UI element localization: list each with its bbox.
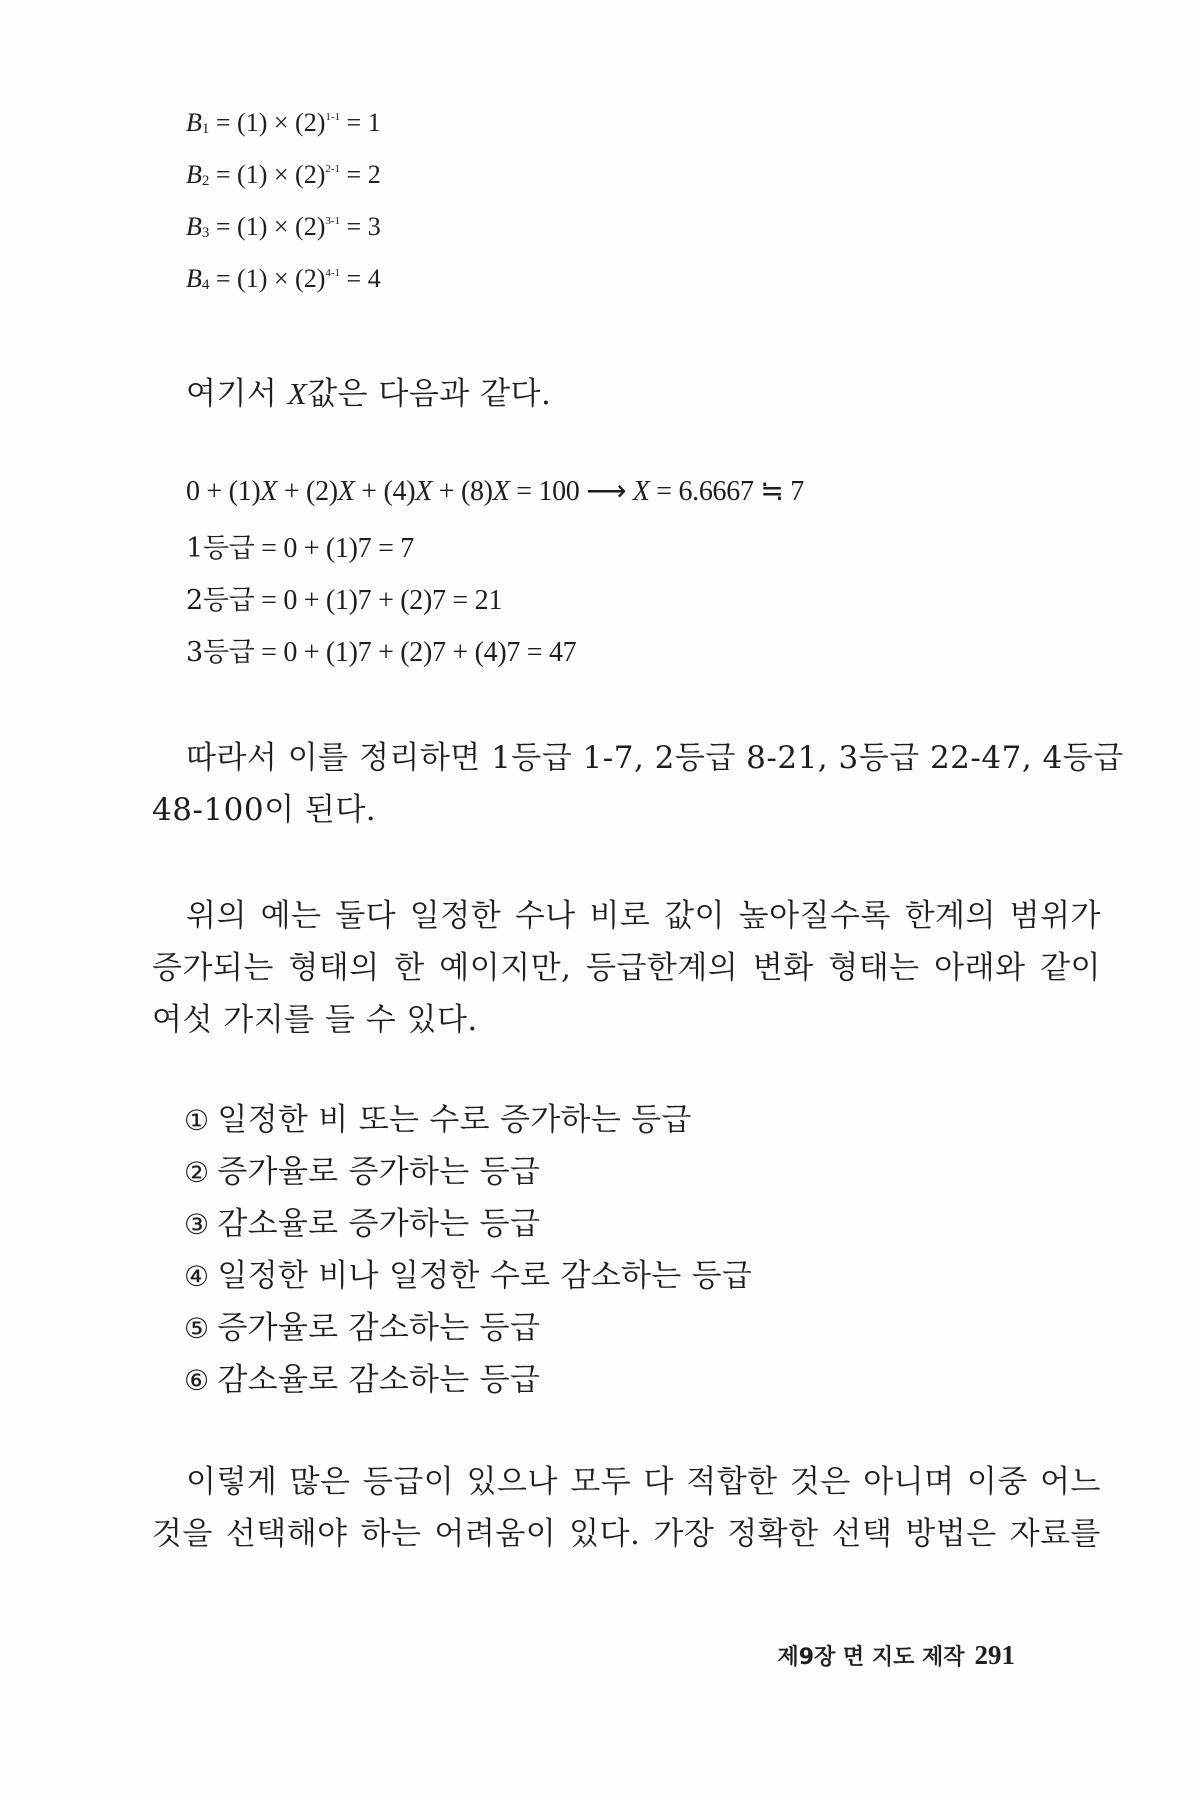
paragraph-final-line-1: 이렇게 많은 등급이 있으나 모두 다 적합한 것은 아니며 이중 어느 bbox=[186, 1464, 1101, 1500]
list-item-text: 일정한 비 또는 수로 증가하는 등급 bbox=[217, 1102, 692, 1138]
chapter-title: 제9장 면 지도 제작 bbox=[777, 1645, 965, 1670]
list-marker: ③ bbox=[184, 1208, 210, 1241]
formula-b1 bbox=[186, 108, 381, 138]
list-marker: ⑥ bbox=[184, 1364, 210, 1397]
formula-result: = 4 bbox=[340, 264, 381, 293]
list-item bbox=[184, 1094, 692, 1139]
formula-part: + (8) bbox=[432, 476, 493, 507]
formula-symbol: B bbox=[186, 160, 202, 189]
formula-part: + (2) bbox=[277, 476, 338, 507]
formula-exponent: 1-1 bbox=[325, 111, 341, 123]
paragraph-summary-line-1: 따라서 이를 정리하면 1등급 1-7, 2등급 8-21, 3등급 22-47, 4등급 bbox=[186, 740, 1124, 776]
list-marker: ① bbox=[184, 1104, 210, 1137]
grade-formula-2 bbox=[186, 578, 502, 617]
grade-formula-3 bbox=[186, 630, 576, 669]
paragraph-types-line-3: 여섯 가지를 들 수 있다. bbox=[152, 1002, 478, 1038]
list-marker: ② bbox=[184, 1156, 210, 1189]
formula-b2 bbox=[186, 160, 381, 190]
paragraph-types-line-2: 증가되는 형태의 한 예이지만, 등급한계의 변화 형태는 아래와 같이 bbox=[152, 950, 1101, 986]
grade-expression: = 0 + (1)7 + (2)7 + (4)7 = 47 bbox=[254, 637, 577, 668]
list-item bbox=[184, 1302, 540, 1347]
grade-formula-1 bbox=[186, 526, 414, 565]
formula-symbol: B bbox=[186, 264, 202, 293]
formula-result: = 2 bbox=[340, 160, 381, 189]
list-item-text: 일정한 비나 일정한 수로 감소하는 등급 bbox=[217, 1258, 753, 1294]
formula-exponent: 2-1 bbox=[325, 163, 341, 175]
grade-label: 1등급 bbox=[186, 533, 255, 564]
paragraph-types-line-1: 위의 예는 둘다 일정한 수나 비로 값이 높아질수록 한계의 범위가 bbox=[186, 898, 1101, 934]
list-marker: ④ bbox=[184, 1260, 210, 1293]
formula-body: = (1) × (2) bbox=[209, 108, 326, 137]
formula-exponent: 3-1 bbox=[325, 215, 341, 227]
grade-label: 2등급 bbox=[186, 585, 255, 616]
variable-x: X bbox=[632, 476, 650, 507]
paragraph-x-intro bbox=[186, 368, 551, 413]
formula-b3 bbox=[186, 212, 381, 242]
variable-x: X bbox=[492, 476, 510, 507]
formula-subscript: 3 bbox=[201, 225, 210, 241]
formula-body: = (1) × (2) bbox=[209, 212, 326, 241]
list-item bbox=[184, 1250, 752, 1295]
variable-x: X bbox=[260, 476, 278, 507]
formula-result: = 3 bbox=[340, 212, 381, 241]
formula-exponent: 4-1 bbox=[325, 267, 341, 279]
list-item bbox=[184, 1146, 540, 1191]
list-item-text: 감소율로 감소하는 등급 bbox=[217, 1362, 541, 1398]
paragraph-summary-line-2: 48-100이 된다. bbox=[152, 792, 377, 828]
list-item-text: 감소율로 증가하는 등급 bbox=[217, 1206, 541, 1242]
formula-subscript: 2 bbox=[201, 173, 210, 189]
formula-symbol: B bbox=[186, 108, 202, 137]
variable-x: X bbox=[337, 476, 355, 507]
formula-result: = 1 bbox=[340, 108, 381, 137]
formula-symbol: B bbox=[186, 212, 202, 241]
list-marker: ⑤ bbox=[184, 1312, 210, 1345]
variable-x: X bbox=[415, 476, 433, 507]
grade-expression: = 0 + (1)7 = 7 bbox=[254, 533, 414, 564]
text-run: 값은 다음과 같다. bbox=[307, 376, 552, 412]
page-footer bbox=[777, 1640, 1015, 1671]
formula-subscript: 4 bbox=[201, 277, 210, 293]
formula-body: = (1) × (2) bbox=[209, 160, 326, 189]
formula-part: + (4) bbox=[354, 476, 416, 507]
formula-b4 bbox=[186, 264, 381, 294]
formula-part: 0 + (1) bbox=[186, 476, 261, 507]
paragraph-final-line-2: 것을 선택해야 하는 어려움이 있다. 가장 정확한 선택 방법은 자료를 bbox=[152, 1516, 1101, 1552]
grade-expression: = 0 + (1)7 + (2)7 = 21 bbox=[254, 585, 503, 616]
variable-x: X bbox=[287, 376, 308, 411]
list-item bbox=[184, 1354, 540, 1399]
list-item bbox=[184, 1198, 540, 1243]
page-number: 291 bbox=[974, 1640, 1015, 1670]
formula-part: = 6.6667 ≒ 7 bbox=[649, 476, 804, 507]
grade-label: 3등급 bbox=[186, 637, 255, 668]
formula-part: = 100 ⟶ bbox=[509, 476, 633, 507]
list-item-text: 증가율로 증가하는 등급 bbox=[217, 1154, 541, 1190]
list-item-text: 증가율로 감소하는 등급 bbox=[217, 1310, 541, 1346]
formula-body: = (1) × (2) bbox=[209, 264, 326, 293]
text-run: 여기서 bbox=[186, 376, 288, 412]
formula-subscript: 1 bbox=[201, 121, 210, 137]
formula-x-equation bbox=[186, 474, 804, 508]
